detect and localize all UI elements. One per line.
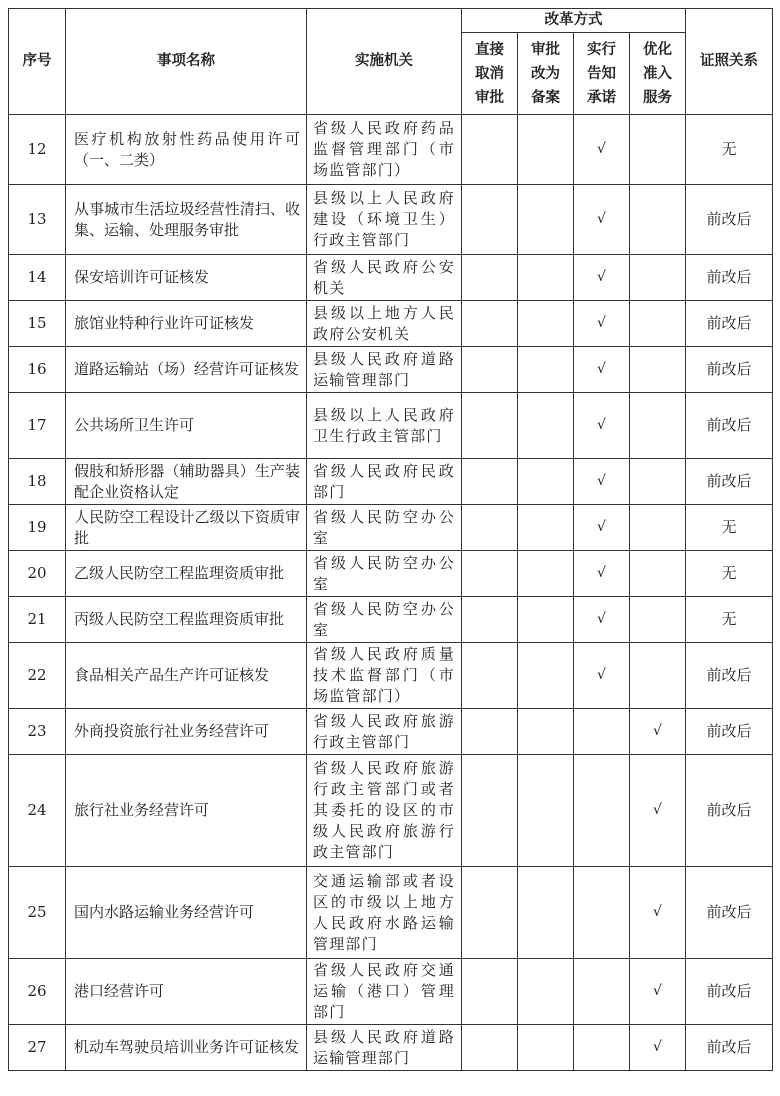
row-authority: 省级人民政府交通运输（港口）管理部门 (307, 959, 462, 1025)
header-sub-filing: 审批改为备案 (518, 33, 574, 115)
header-authority: 实施机关 (307, 9, 462, 115)
table-row (9, 393, 773, 459)
row-method-cell (518, 867, 574, 959)
row-relation: 前改后 (686, 185, 773, 255)
table-row (9, 867, 773, 959)
row-method-cell (574, 347, 630, 393)
row-relation: 前改后 (686, 301, 773, 347)
row-relation: 前改后 (686, 709, 773, 755)
row-method-cell (574, 505, 630, 551)
row-authority: 县级以上人民政府建设（环境卫生）行政主管部门 (307, 185, 462, 255)
check-mark: √ (597, 141, 606, 157)
row-seq: 23 (9, 709, 66, 755)
row-method-cell (518, 459, 574, 505)
check-mark: √ (597, 473, 606, 489)
row-method-cell (518, 597, 574, 643)
table-row (9, 185, 773, 255)
row-method-cell (518, 301, 574, 347)
row-method-cell (462, 643, 518, 709)
row-seq: 22 (9, 643, 66, 709)
row-method-cell (574, 597, 630, 643)
header-reform: 改革方式 (462, 9, 686, 33)
row-authority: 省级人民防空办公室 (307, 551, 462, 597)
row-relation: 前改后 (686, 643, 773, 709)
row-item-name: 丙级人民防空工程监理资质审批 (66, 597, 307, 643)
check-mark: √ (653, 983, 662, 999)
row-authority: 县级人民政府道路运输管理部门 (307, 1025, 462, 1071)
row-method-cell (630, 959, 686, 1025)
row-method-cell (630, 755, 686, 867)
check-mark: √ (597, 667, 606, 683)
row-relation: 前改后 (686, 755, 773, 867)
check-mark: √ (653, 1039, 662, 1055)
row-method-cell (462, 347, 518, 393)
row-method-cell (630, 347, 686, 393)
row-authority: 省级人民政府药品监督管理部门（市场监管部门） (307, 115, 462, 185)
row-item-name: 乙级人民防空工程监理资质审批 (66, 551, 307, 597)
row-relation: 前改后 (686, 867, 773, 959)
row-seq: 19 (9, 505, 66, 551)
row-authority: 交通运输部或者设区的市级以上地方人民政府水路运输管理部门 (307, 867, 462, 959)
row-method-cell (462, 115, 518, 185)
row-method-cell (630, 115, 686, 185)
row-method-cell (518, 643, 574, 709)
table-row (9, 301, 773, 347)
row-item-name: 保安培训许可证核发 (66, 255, 307, 301)
row-relation: 无 (686, 551, 773, 597)
row-method-cell (462, 597, 518, 643)
row-method-cell (574, 959, 630, 1025)
header-relation: 证照关系 (686, 9, 773, 115)
row-seq: 24 (9, 755, 66, 867)
table-row (9, 255, 773, 301)
row-seq: 13 (9, 185, 66, 255)
row-seq: 18 (9, 459, 66, 505)
row-method-cell (574, 551, 630, 597)
table-row (9, 1025, 773, 1071)
row-relation: 无 (686, 597, 773, 643)
header-row-1 (9, 9, 773, 33)
header-seq: 序号 (9, 9, 66, 115)
row-authority: 县级以上地方人民政府公安机关 (307, 301, 462, 347)
reform-items-table (8, 8, 773, 1071)
row-method-cell (630, 709, 686, 755)
row-item-name: 人民防空工程设计乙级以下资质审批 (66, 505, 307, 551)
table-row (9, 959, 773, 1025)
row-relation: 前改后 (686, 393, 773, 459)
row-method-cell (574, 643, 630, 709)
row-method-cell (630, 393, 686, 459)
row-authority: 省级人民政府质量技术监督部门（市场监管部门） (307, 643, 462, 709)
row-method-cell (630, 459, 686, 505)
check-mark: √ (597, 361, 606, 377)
row-seq: 26 (9, 959, 66, 1025)
row-item-name: 公共场所卫生许可 (66, 393, 307, 459)
row-seq: 25 (9, 867, 66, 959)
check-mark: √ (653, 723, 662, 739)
row-method-cell (518, 505, 574, 551)
row-method-cell (518, 1025, 574, 1071)
row-item-name: 食品相关产品生产许可证核发 (66, 643, 307, 709)
row-relation: 前改后 (686, 959, 773, 1025)
row-method-cell (630, 505, 686, 551)
row-method-cell (630, 551, 686, 597)
row-method-cell (574, 867, 630, 959)
row-item-name: 港口经营许可 (66, 959, 307, 1025)
row-method-cell (518, 393, 574, 459)
row-method-cell (462, 551, 518, 597)
row-seq: 16 (9, 347, 66, 393)
row-method-cell (462, 755, 518, 867)
check-mark: √ (597, 315, 606, 331)
row-relation: 前改后 (686, 255, 773, 301)
row-method-cell (462, 185, 518, 255)
row-method-cell (574, 709, 630, 755)
row-relation: 前改后 (686, 347, 773, 393)
row-method-cell (462, 301, 518, 347)
row-method-cell (574, 255, 630, 301)
row-relation: 前改后 (686, 1025, 773, 1071)
row-seq: 14 (9, 255, 66, 301)
row-method-cell (574, 301, 630, 347)
check-mark: √ (597, 269, 606, 285)
row-method-cell (462, 709, 518, 755)
row-relation: 无 (686, 505, 773, 551)
header-sub-cancel: 直接取消审批 (462, 33, 518, 115)
row-authority: 县级人民政府道路运输管理部门 (307, 347, 462, 393)
header-name: 事项名称 (66, 9, 307, 115)
row-seq: 27 (9, 1025, 66, 1071)
table-row (9, 115, 773, 185)
row-method-cell (574, 393, 630, 459)
row-authority: 省级人民政府民政部门 (307, 459, 462, 505)
row-method-cell (630, 301, 686, 347)
row-item-name: 国内水路运输业务经营许可 (66, 867, 307, 959)
row-method-cell (462, 393, 518, 459)
row-method-cell (574, 459, 630, 505)
row-authority: 省级人民政府旅游行政主管部门或者其委托的设区的市级人民政府旅游行政主管部门 (307, 755, 462, 867)
row-seq: 15 (9, 301, 66, 347)
table-row (9, 551, 773, 597)
row-relation: 前改后 (686, 459, 773, 505)
row-method-cell (574, 1025, 630, 1071)
row-method-cell (462, 255, 518, 301)
row-method-cell (518, 755, 574, 867)
table-row (9, 597, 773, 643)
row-item-name: 医疗机构放射性药品使用许可（一、二类） (66, 115, 307, 185)
table-row (9, 709, 773, 755)
row-method-cell (518, 115, 574, 185)
row-method-cell (630, 643, 686, 709)
row-method-cell (518, 551, 574, 597)
row-method-cell (518, 709, 574, 755)
row-authority: 省级人民政府旅游行政主管部门 (307, 709, 462, 755)
row-method-cell (518, 185, 574, 255)
row-method-cell (518, 347, 574, 393)
row-method-cell (462, 867, 518, 959)
row-item-name: 外商投资旅行社业务经营许可 (66, 709, 307, 755)
row-method-cell (630, 867, 686, 959)
row-method-cell (518, 255, 574, 301)
row-method-cell (462, 459, 518, 505)
row-method-cell (462, 1025, 518, 1071)
row-item-name: 旅馆业特种行业许可证核发 (66, 301, 307, 347)
row-item-name: 机动车驾驶员培训业务许可证核发 (66, 1025, 307, 1071)
row-method-cell (574, 185, 630, 255)
check-mark: √ (597, 417, 606, 433)
row-seq: 17 (9, 393, 66, 459)
row-authority: 县级以上人民政府卫生行政主管部门 (307, 393, 462, 459)
header-sub-optimize: 优化准入服务 (630, 33, 686, 115)
check-mark: √ (597, 519, 606, 535)
row-item-name: 道路运输站（场）经营许可证核发 (66, 347, 307, 393)
row-item-name: 假肢和矫形器（辅助器具）生产装配企业资格认定 (66, 459, 307, 505)
table-row (9, 347, 773, 393)
row-item-name: 从事城市生活垃圾经营性清扫、收集、运输、处理服务审批 (66, 185, 307, 255)
row-method-cell (518, 959, 574, 1025)
row-seq: 12 (9, 115, 66, 185)
header-sub-notify: 实行告知承诺 (574, 33, 630, 115)
check-mark: √ (597, 211, 606, 227)
row-item-name: 旅行社业务经营许可 (66, 755, 307, 867)
row-method-cell (574, 115, 630, 185)
row-method-cell (630, 185, 686, 255)
table-row (9, 755, 773, 867)
row-method-cell (574, 755, 630, 867)
table-row (9, 459, 773, 505)
row-relation: 无 (686, 115, 773, 185)
check-mark: √ (653, 904, 662, 920)
row-authority: 省级人民政府公安机关 (307, 255, 462, 301)
row-method-cell (630, 1025, 686, 1071)
row-method-cell (462, 505, 518, 551)
row-method-cell (630, 255, 686, 301)
check-mark: √ (653, 802, 662, 818)
row-seq: 20 (9, 551, 66, 597)
table-row (9, 505, 773, 551)
check-mark: √ (597, 611, 606, 627)
table-row (9, 643, 773, 709)
row-authority: 省级人民防空办公室 (307, 597, 462, 643)
row-method-cell (462, 959, 518, 1025)
check-mark: √ (597, 565, 606, 581)
row-seq: 21 (9, 597, 66, 643)
row-method-cell (630, 597, 686, 643)
row-authority: 省级人民防空办公室 (307, 505, 462, 551)
